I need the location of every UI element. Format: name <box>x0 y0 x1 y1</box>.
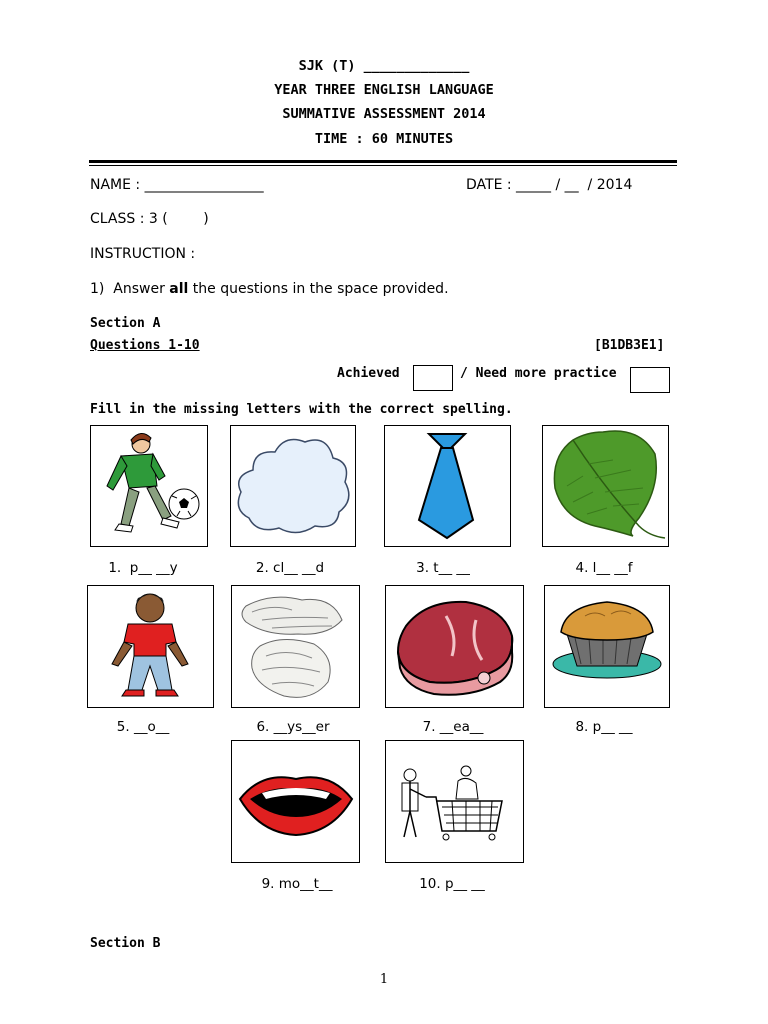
item-2-caption[interactable]: 2. cl__ __d <box>255 560 325 576</box>
oyster-icon <box>231 585 360 708</box>
item-9-caption[interactable]: 9. mo__t__ <box>261 876 333 892</box>
page-number: 1 <box>379 972 389 987</box>
instruction-emphasis: all <box>169 281 189 297</box>
header-divider-thick <box>89 160 677 163</box>
mouth-icon <box>231 740 360 863</box>
pie-icon <box>544 585 670 708</box>
questions-range: Questions 1-10 <box>90 338 200 353</box>
class-field[interactable]: CLASS : 3 ( ) <box>90 211 209 227</box>
name-field[interactable]: NAME : _________________ <box>90 177 264 193</box>
need-practice-label: / Need more practice <box>460 366 617 381</box>
item-10-caption[interactable]: 10. p__ __ <box>419 876 485 892</box>
header-divider-thin <box>89 165 677 166</box>
item-4-caption[interactable]: 4. l__ __f <box>575 560 633 576</box>
pushing-trolley-icon <box>385 740 524 863</box>
section-a-title: Section A <box>90 316 161 331</box>
assessment-line: SUMMATIVE ASSESSMENT 2014 <box>282 106 486 122</box>
boy-icon <box>87 585 214 708</box>
section-b-title: Section B <box>90 936 161 951</box>
leaf-icon <box>542 425 669 547</box>
school-line: SJK (T) _____________ <box>298 58 470 74</box>
boy-playing-football-icon <box>90 425 208 547</box>
achieved-label: Achieved <box>337 366 400 381</box>
instruction-text: 1) Answer all the questions in the space provided. <box>90 281 449 297</box>
necktie-icon <box>384 425 511 547</box>
assessment-code: [B1DB3E1] <box>594 338 665 353</box>
instruction-label: INSTRUCTION : <box>90 246 196 262</box>
time-line: TIME : 60 MINUTES <box>314 131 454 147</box>
cloud-icon <box>230 425 356 547</box>
subject-line: YEAR THREE ENGLISH LANGUAGE <box>274 82 494 98</box>
achieved-checkbox[interactable] <box>413 365 453 391</box>
task-instruction: Fill in the missing letters with the correct spelling. <box>90 402 513 417</box>
item-5-caption[interactable]: 5. __o__ <box>116 719 170 735</box>
item-8-caption[interactable]: 8. p__ __ <box>575 719 633 735</box>
item-3-caption[interactable]: 3. t__ __ <box>416 560 470 576</box>
item-1-caption[interactable]: 1. p__ __y <box>108 560 178 576</box>
date-field[interactable]: DATE : _____ / __ / 2014 <box>466 177 633 193</box>
meat-icon <box>385 585 524 708</box>
item-7-caption[interactable]: 7. __ea__ <box>422 719 484 735</box>
need-practice-checkbox[interactable] <box>630 367 670 393</box>
item-6-caption[interactable]: 6. __ys__er <box>256 719 330 735</box>
